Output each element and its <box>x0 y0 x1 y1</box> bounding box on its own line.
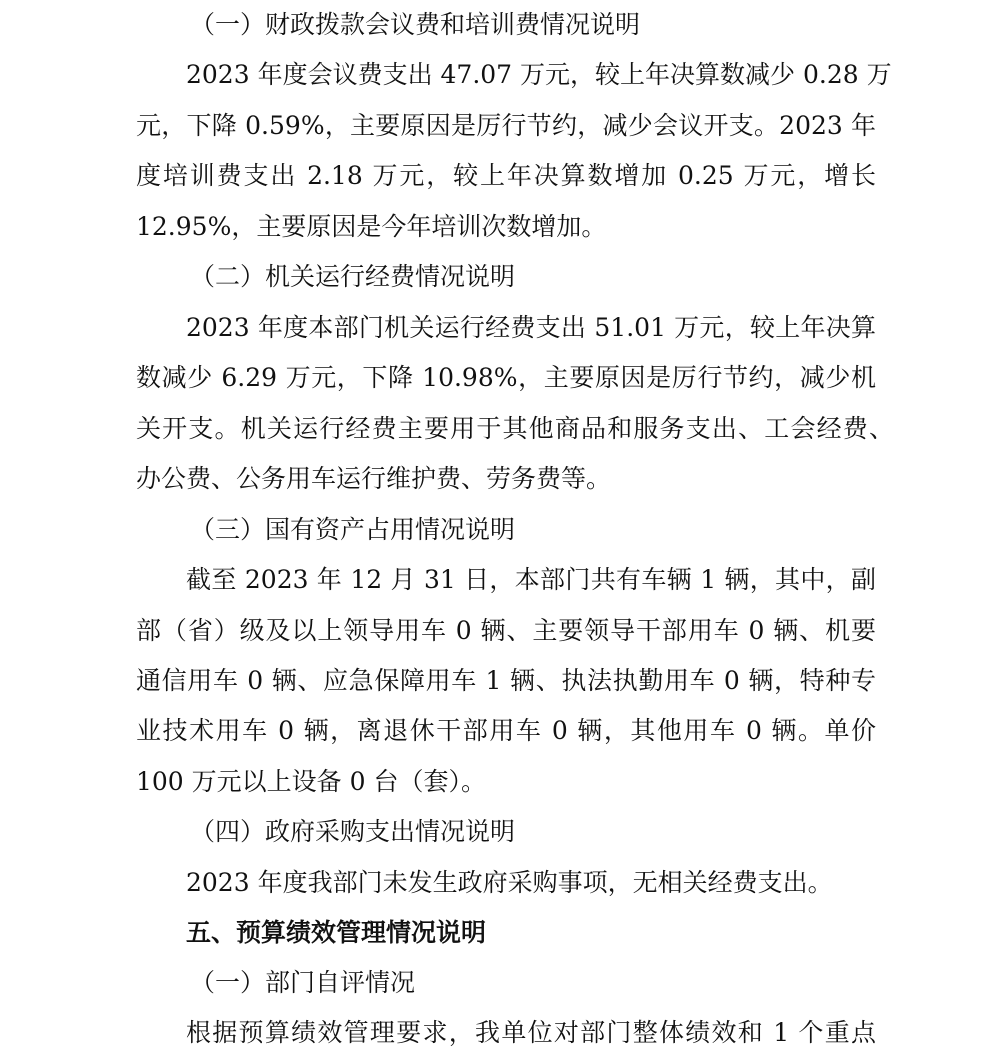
subheading-operating-expenses: （二）机关运行经费情况说明 <box>190 262 516 291</box>
subheading-government-procurement: （四）政府采购支出情况说明 <box>190 817 516 846</box>
paragraph-line: 通信用车 0 辆、应急保障用车 1 辆、执法执勤用车 0 辆，特种专 <box>136 666 876 695</box>
paragraph-line: 关开支。机关运行经费主要用于其他商品和服务支出、工会经费、 <box>136 414 894 443</box>
paragraph-line: 数减少 6.29 万元，下降 10.98%，主要原因是厉行节约，减少机 <box>136 363 876 392</box>
paragraph-line: 根据预算绩效管理要求，我单位对部门整体绩效和 1 个重点 <box>186 1018 876 1047</box>
subheading-state-assets: （三）国有资产占用情况说明 <box>190 515 516 544</box>
paragraph-line: 100 万元以上设备 0 台（套）。 <box>136 767 486 796</box>
paragraph-line: 部（省）级及以上领导用车 0 辆、主要领导干部用车 0 辆、机要 <box>136 616 876 645</box>
paragraph-line: 元，下降 0.59%，主要原因是厉行节约，减少会议开支。2023 年 <box>136 111 876 140</box>
paragraph-line: 度培训费支出 2.18 万元，较上年决算数增加 0.25 万元，增长 <box>136 161 876 190</box>
subheading-meeting-training-fees: （一）财政拨款会议费和培训费情况说明 <box>190 10 641 39</box>
paragraph-line: 2023 年度我部门未发生政府采购事项，无相关经费支出。 <box>186 868 833 897</box>
paragraph-line: 12.95%，主要原因是今年培训次数增加。 <box>136 212 607 241</box>
paragraph-line: 截至 2023 年 12 月 31 日，本部门共有车辆 1 辆，其中，副 <box>186 565 876 594</box>
section-heading-performance-management: 五、预算绩效管理情况说明 <box>186 918 487 947</box>
paragraph-line: 2023 年度会议费支出 47.07 万元，较上年决算数减少 0.28 万 <box>186 60 892 89</box>
paragraph-line: 业技术用车 0 辆，离退休干部用车 0 辆，其他用车 0 辆。单价 <box>136 716 876 745</box>
subheading-self-evaluation: （一）部门自评情况 <box>190 968 416 997</box>
paragraph-line: 办公费、公务用车运行维护费、劳务费等。 <box>136 464 612 493</box>
paragraph-line: 2023 年度本部门机关运行经费支出 51.01 万元，较上年决算 <box>186 313 876 342</box>
